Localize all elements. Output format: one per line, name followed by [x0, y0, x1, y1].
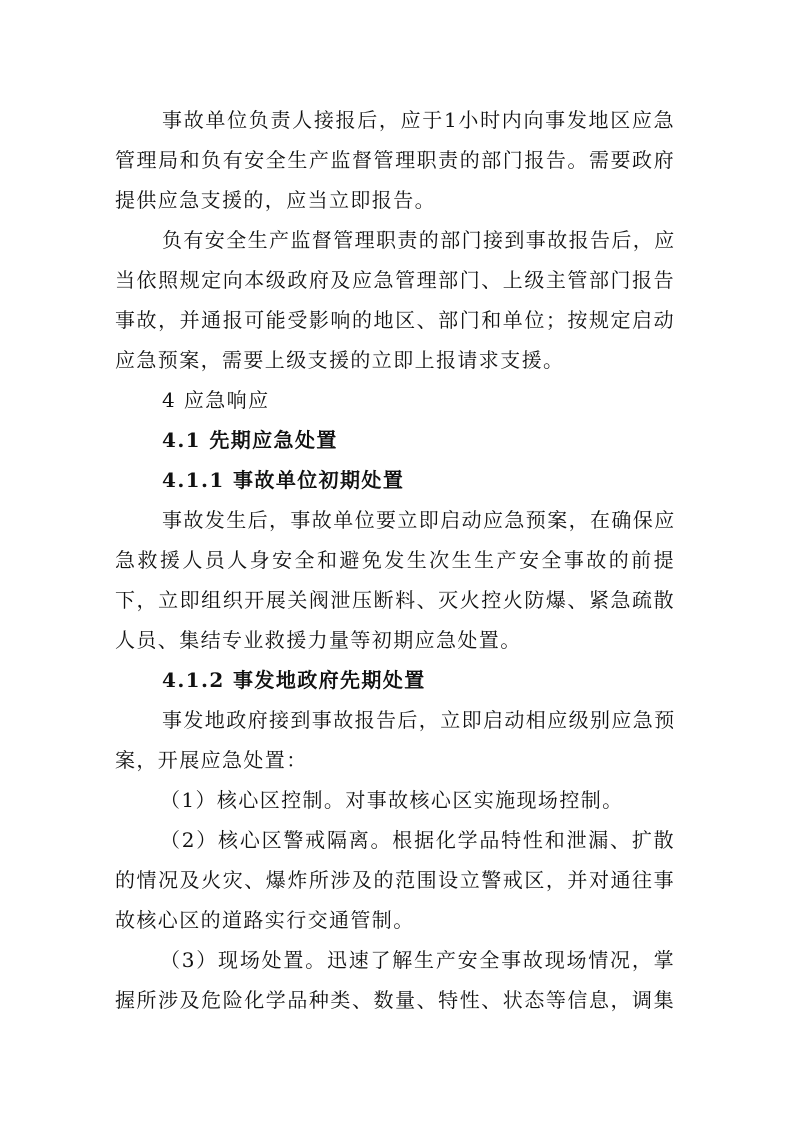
body-text-line: 事故，并通报可能受影响的地区、部门和单位；按规定启动 [115, 308, 675, 332]
body-text-line: 案，开展应急处置： [115, 748, 308, 772]
body-text-line: 事故单位负责人接报后，应于1小时内向事发地区应急 [162, 108, 675, 132]
body-text-line: 事发地政府接到事故报告后，立即启动相应级别应急预 [162, 708, 676, 732]
body-text-line: 人员、集结专业救援力量等初期应急处置。 [115, 628, 522, 652]
subsubsection-heading: 4.1.2 事发地政府先期处置 [162, 668, 426, 692]
body-text-line: 握所涉及危险化学品种类、数量、特性、状态等信息，调集 [115, 988, 675, 1012]
body-text-line: 急救援人员人身安全和避免发生次生生产安全事故的前提 [115, 548, 675, 572]
list-item: （1）核心区控制。对事故核心区实施现场控制。 [160, 788, 624, 812]
body-text-line: 管理局和负有安全生产监督管理职责的部门报告。需要政府 [115, 148, 675, 172]
body-text-line: 应急预案，需要上级支援的立即上报请求支援。 [115, 348, 565, 372]
body-text-line: 事故发生后，事故单位要立即启动应急预案，在确保应 [162, 508, 676, 532]
body-text-line: 当依照规定向本级政府及应急管理部门、上级主管部门报告 [115, 268, 675, 292]
list-item: （2）核心区警戒隔离。根据化学品特性和泄漏、扩散 [160, 828, 675, 852]
body-text-line: 负有安全生产监督管理职责的部门接到事故报告后，应 [162, 228, 676, 252]
body-text-line: 的情况及火灾、爆炸所涉及的范围设立警戒区，并对通往事 [115, 868, 675, 892]
body-text-line: 提供应急支援的，应当立即报告。 [115, 188, 436, 212]
subsection-heading: 4.1 先期应急处置 [162, 428, 338, 452]
body-text-line: 故核心区的道路实行交通管制。 [115, 908, 415, 932]
list-item: （3）现场处置。迅速了解生产安全事故现场情况，掌 [160, 948, 675, 972]
body-text-line: 下，立即组织开展关阀泄压断料、灭火控火防爆、紧急疏散 [115, 588, 675, 612]
section-heading: 4 应急响应 [162, 388, 270, 412]
subsubsection-heading: 4.1.1 事故单位初期处置 [162, 468, 405, 492]
